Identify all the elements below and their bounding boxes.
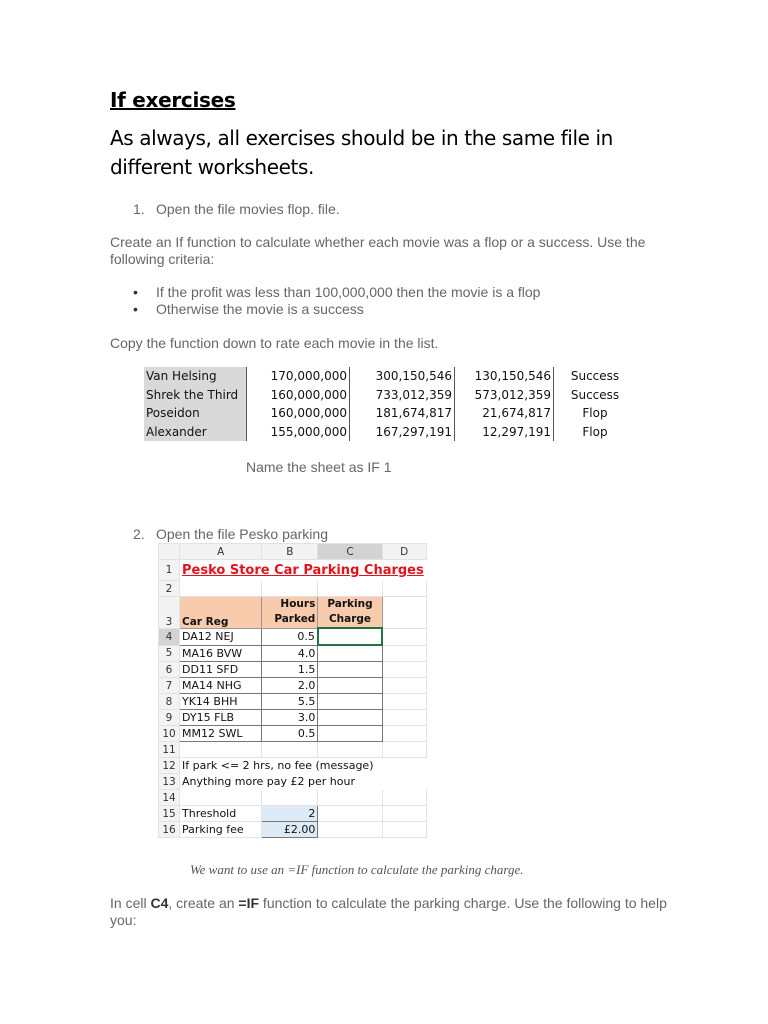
movie-name: Shrek the Third [144, 386, 247, 405]
movie-result: Flop [582, 406, 608, 421]
final-post: function to calculate the parking charge. Use the following to help you: [110, 895, 667, 928]
movie-name: Van Helsing [144, 367, 247, 386]
car-reg-cell[interactable]: MA16 BVW [180, 645, 262, 662]
car-reg-cell[interactable]: MA14 NHG [180, 678, 262, 694]
row-number[interactable]: 7 [159, 678, 180, 694]
hours-cell[interactable]: 3.0 [262, 710, 318, 726]
sheet-row [159, 758, 427, 774]
fee-label[interactable]: Parking fee [180, 822, 262, 838]
sheet-row [159, 581, 427, 597]
bullet-2: Otherwise the movie is a success [156, 301, 364, 317]
row-number[interactable]: 14 [159, 790, 180, 806]
hours-cell[interactable]: 1.5 [262, 662, 318, 678]
cell[interactable] [262, 581, 318, 597]
cell[interactable] [382, 678, 426, 694]
movie-profit: 21,674,817 [455, 404, 554, 423]
table-row [144, 423, 636, 442]
movie-budget: 155,000,000 [247, 423, 350, 442]
cell[interactable] [180, 742, 262, 758]
movie-result: Success [570, 387, 620, 402]
step-2-number: 2. [133, 526, 145, 542]
charge-cell-c4[interactable] [318, 628, 382, 645]
step-1-text: Open the file movies flop. file. [156, 201, 340, 217]
cell[interactable] [382, 822, 426, 838]
row-number[interactable]: 1 [159, 560, 180, 581]
cell[interactable] [382, 628, 426, 645]
movie-profit: 12,297,191 [455, 423, 554, 442]
car-reg-cell[interactable]: MM12 SWL [180, 726, 262, 742]
row-number[interactable]: 8 [159, 694, 180, 710]
row-number[interactable]: 6 [159, 662, 180, 678]
header-charge-line2: Charge [328, 613, 372, 625]
cell[interactable] [318, 581, 382, 597]
bullet-1: If the profit was less than 100,000,000 then the movie is a flop [156, 284, 541, 300]
cell[interactable] [382, 581, 426, 597]
hours-cell[interactable]: 5.5 [262, 694, 318, 710]
sheet-row [159, 694, 427, 710]
table-row [144, 404, 636, 423]
sheet-title-cell[interactable] [180, 560, 427, 581]
row-number[interactable]: 9 [159, 710, 180, 726]
table-row [144, 367, 636, 386]
sheet-row [159, 560, 427, 581]
cell[interactable] [382, 726, 426, 742]
cell[interactable] [382, 645, 426, 662]
threshold-label[interactable]: Threshold [180, 806, 262, 822]
movie-gross: 300,150,546 [350, 367, 455, 386]
select-all-corner[interactable] [159, 544, 180, 560]
hours-cell[interactable]: 2.0 [262, 678, 318, 694]
row-number[interactable]: 15 [159, 806, 180, 822]
column-header-b[interactable]: B [262, 544, 318, 560]
column-header-c[interactable]: C [318, 544, 382, 560]
row-number[interactable]: 3 [159, 597, 180, 629]
step-2-text: Open the file Pesko parking [156, 526, 328, 542]
movie-budget: 160,000,000 [247, 404, 350, 423]
movie-profit: 130,150,546 [455, 367, 554, 386]
sheet-row [159, 742, 427, 758]
cell[interactable] [318, 822, 382, 838]
charge-cell[interactable] [318, 678, 382, 694]
row-number[interactable]: 10 [159, 726, 180, 742]
cell[interactable] [382, 694, 426, 710]
caption: We want to use an =IF function to calculate the parking charge. [190, 862, 524, 877]
header-parking-charge[interactable] [318, 597, 382, 629]
car-reg-cell[interactable]: YK14 BHH [180, 694, 262, 710]
header-hours-line1: Hours [280, 598, 316, 611]
header-hours-line2: Parked [274, 613, 316, 626]
sheet-row [159, 628, 427, 645]
charge-cell[interactable] [318, 726, 382, 742]
hours-cell[interactable]: 0.5 [262, 726, 318, 742]
charge-cell[interactable] [318, 694, 382, 710]
column-header-a[interactable]: A [180, 544, 262, 560]
intro-text: As always, all exercises should be in the same file in different worksheets. [110, 126, 613, 179]
final-pre: In cell [110, 895, 151, 911]
page-title: If exercises [110, 88, 236, 112]
movie-profit: 573,012,359 [455, 386, 554, 405]
movie-gross: 733,012,359 [350, 386, 455, 405]
final-mid: , create an [168, 895, 239, 911]
sheet-row [159, 726, 427, 742]
cell[interactable] [382, 790, 426, 806]
header-car-reg[interactable]: Car Reg [180, 597, 262, 629]
column-header-d[interactable]: D [382, 544, 426, 560]
movie-result: Success [570, 369, 620, 384]
sheet-row [159, 645, 427, 662]
cell[interactable] [382, 806, 426, 822]
sheet-row [159, 774, 427, 790]
table-row [144, 386, 636, 405]
charge-cell[interactable] [318, 710, 382, 726]
final-cell-ref: C4 [150, 895, 169, 911]
row-number[interactable]: 4 [159, 628, 180, 645]
charge-cell[interactable] [318, 645, 382, 662]
cell[interactable] [382, 710, 426, 726]
movie-result: Flop [582, 424, 608, 439]
movie-budget: 170,000,000 [247, 367, 350, 386]
bullet-dot: • [133, 284, 138, 300]
cell[interactable] [180, 790, 262, 806]
column-header-row [159, 544, 427, 560]
row-number[interactable]: 13 [159, 774, 180, 790]
sheet-row [159, 678, 427, 694]
movie-gross: 181,674,817 [350, 404, 455, 423]
sheet-row [159, 822, 427, 838]
sheet-row [159, 662, 427, 678]
movie-budget: 160,000,000 [247, 386, 350, 405]
sheet-row [159, 806, 427, 822]
movie-table [144, 367, 636, 441]
row-number[interactable]: 12 [159, 758, 180, 774]
instruction-1: Create an If function to calculate whether each movie was a flop or a success. Use the following criteria: [110, 234, 646, 267]
note-cell[interactable]: Anything more pay £2 per hour [180, 774, 427, 790]
final-instruction [110, 895, 670, 929]
sheet-row [159, 597, 427, 629]
cell[interactable] [262, 790, 318, 806]
cell[interactable] [382, 742, 426, 758]
hours-cell[interactable]: 4.0 [262, 645, 318, 662]
hours-cell[interactable]: 0.5 [262, 628, 318, 645]
movie-gross: 167,297,191 [350, 423, 455, 442]
cell[interactable] [180, 581, 262, 597]
row-number[interactable]: 16 [159, 822, 180, 838]
car-reg-cell[interactable]: DD11 SFD [180, 662, 262, 678]
sheet-title: Pesko Store Car Parking Charges [182, 562, 424, 578]
car-reg-cell[interactable]: DA12 NEJ [180, 628, 262, 645]
row-number[interactable]: 2 [159, 581, 180, 597]
cell[interactable] [318, 790, 382, 806]
step-1-number: 1. [133, 201, 145, 217]
cell[interactable] [262, 742, 318, 758]
fee-value[interactable]: £2.00 [262, 822, 318, 838]
threshold-value[interactable]: 2 [262, 806, 318, 822]
car-reg-cell[interactable]: DY15 FLB [180, 710, 262, 726]
sheet-row [159, 710, 427, 726]
header-charge-line1: Parking [327, 598, 373, 610]
final-func: =IF [238, 895, 260, 911]
spreadsheet-pesko [158, 543, 427, 838]
cell[interactable] [382, 597, 426, 629]
sheet-row [159, 790, 427, 806]
movie-name: Alexander [144, 423, 247, 442]
cell[interactable] [382, 662, 426, 678]
header-hours-parked[interactable] [262, 597, 318, 629]
row-number[interactable]: 5 [159, 645, 180, 662]
row-number[interactable]: 11 [159, 742, 180, 758]
bullet-dot: • [133, 301, 138, 317]
cell[interactable] [318, 806, 382, 822]
cell[interactable] [318, 742, 382, 758]
charge-cell[interactable] [318, 662, 382, 678]
name-sheet-instruction: Name the sheet as IF 1 [246, 459, 392, 475]
movie-name: Poseidon [144, 404, 247, 423]
note-cell[interactable]: If park <= 2 hrs, no fee (message) [180, 758, 427, 774]
copy-instruction: Copy the function down to rate each movie in the list. [110, 335, 439, 351]
